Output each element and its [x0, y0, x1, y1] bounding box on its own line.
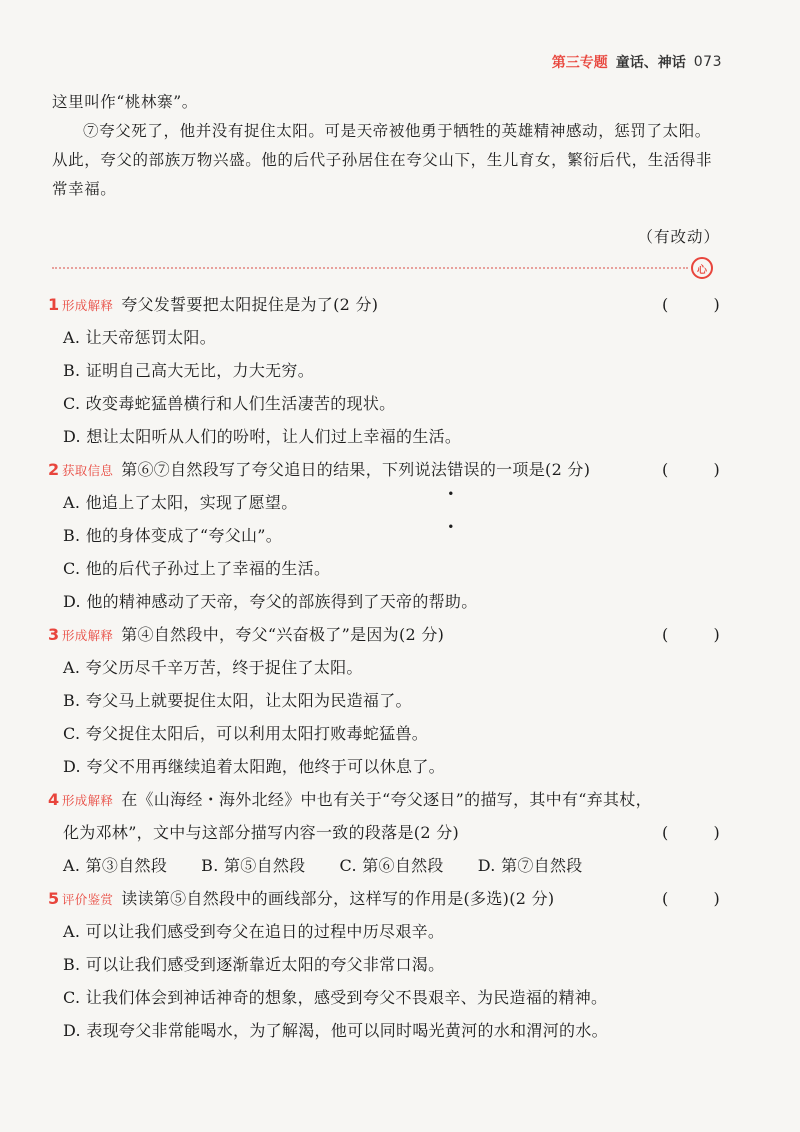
question-tag: 形成解释 — [62, 628, 114, 643]
section-label: 第三专题 — [551, 55, 608, 71]
question-text: 夸父发誓要把太阳捉住是为了(2 分) — [121, 295, 379, 314]
question-number: 4 — [48, 790, 60, 809]
question-3 — [48, 618, 720, 783]
question-text: 第④自然段中，夸父“兴奋极了”是因为(2 分) — [121, 625, 445, 644]
answer-blank[interactable]: ( ) — [662, 823, 720, 842]
question-text: 第⑥⑦自然段写了夸父追日的结果，下列说法错误 • • 的一项是(2 分) — [121, 453, 662, 486]
seal-icon — [691, 257, 713, 279]
option-a[interactable]: A. 第③自然段 — [63, 856, 168, 875]
question-text: 读读第⑤自然段中的画线部分，这样写的作用是(多选)(2 分) — [121, 889, 555, 908]
option-b[interactable]: B. 证明自己高大无比，力大无穷。 — [63, 361, 315, 380]
story-paragraph-7: ⑦夸父死了，他并没有捉住太阳。可是天帝被他勇于牺牲的英雄精神感动，惩罚了太阳。从此，夸父的部族万物兴盛。他的后代子孙居住在夸父山下，生儿育女，繁衍后代，生活得非常幸福。 — [52, 122, 713, 198]
answer-blank[interactable]: ( ) — [662, 625, 720, 644]
question-tag: 形成解释 — [62, 793, 114, 808]
option-c[interactable]: C. 他的后代子孙过上了幸福的生活。 — [63, 559, 331, 578]
option-c[interactable]: C. 改变毒蛇猛兽横行和人们生活凄苦的现状。 — [63, 394, 396, 413]
seal-text: 心 — [697, 264, 707, 276]
question-number: 5 — [48, 889, 60, 908]
option-d[interactable]: D. 表现夸父非常能喝水，为了解渴，他可以同时喝光黄河的水和渭河的水。 — [63, 1021, 608, 1040]
option-row — [48, 849, 720, 882]
option-a[interactable]: A. 他追上了太阳，实现了愿望。 — [63, 493, 298, 512]
question-5 — [48, 882, 720, 1047]
section-divider — [52, 267, 688, 269]
question-1 — [48, 288, 720, 453]
topic-label: 童话、神话 — [615, 55, 686, 71]
question-text: 在《山海经・海外北经》中也有关于“夸父逐日”的描写，其中有“弃其杖， — [121, 790, 652, 809]
question-tag: 获取信息 — [62, 463, 114, 478]
question-text-continued: 化为邓林”，文中与这部分描写内容一致的段落是(2 分) — [63, 823, 460, 842]
question-number: 1 — [48, 295, 60, 314]
option-c[interactable]: C. 夸父捉住太阳后，可以利用太阳打败毒蛇猛兽。 — [63, 724, 429, 743]
story-line: 这里叫作“桃林寨”。 — [52, 93, 198, 111]
answer-blank[interactable]: ( ) — [662, 295, 720, 314]
question-list — [48, 288, 720, 1047]
option-a[interactable]: A. 让天帝惩罚太阳。 — [63, 328, 217, 347]
question-number: 2 — [48, 460, 60, 479]
option-b[interactable]: B. 夸父马上就要捉住太阳，让太阳为民造福了。 — [63, 691, 412, 710]
answer-blank[interactable]: ( ) — [662, 889, 720, 908]
question-tag: 评价鉴赏 — [62, 892, 114, 907]
option-d[interactable]: D. 夸父不用再继续追着太阳跑，他终于可以休息了。 — [63, 757, 445, 776]
option-b[interactable]: B. 第⑤自然段 — [201, 856, 306, 875]
question-number: 3 — [48, 625, 60, 644]
question-2 — [48, 453, 720, 618]
question-tag: 形成解释 — [62, 298, 114, 313]
emphasis-word: 错误 • • — [447, 460, 480, 479]
page-header — [552, 52, 722, 72]
option-b[interactable]: B. 他的身体变成了“夸父山”。 — [63, 526, 283, 545]
option-a[interactable]: A. 可以让我们感受到夸父在追日的过程中历尽艰辛。 — [63, 922, 445, 941]
story-text — [52, 88, 720, 204]
option-d[interactable]: D. 第⑦自然段 — [477, 856, 583, 875]
option-b[interactable]: B. 可以让我们感受到逐渐靠近太阳的夸父非常口渴。 — [63, 955, 445, 974]
source-note: （有改动） — [637, 228, 720, 246]
answer-blank[interactable]: ( ) — [662, 460, 720, 479]
emphasis-dots: • • — [447, 487, 463, 534]
option-c[interactable]: C. 让我们体会到神话神奇的想象，感受到夸父不畏艰辛、为民造福的精神。 — [63, 988, 608, 1007]
option-d[interactable]: D. 他的精神感动了天帝，夸父的部族得到了天帝的帮助。 — [63, 592, 478, 611]
option-d[interactable]: D. 想让太阳听从人们的吩咐，让人们过上幸福的生活。 — [63, 427, 462, 446]
question-4 — [48, 783, 720, 882]
option-a[interactable]: A. 夸父历尽千辛万苦，终于捉住了太阳。 — [63, 658, 363, 677]
page-number: 073 — [693, 54, 722, 70]
option-c[interactable]: C. 第⑥自然段 — [339, 856, 444, 875]
